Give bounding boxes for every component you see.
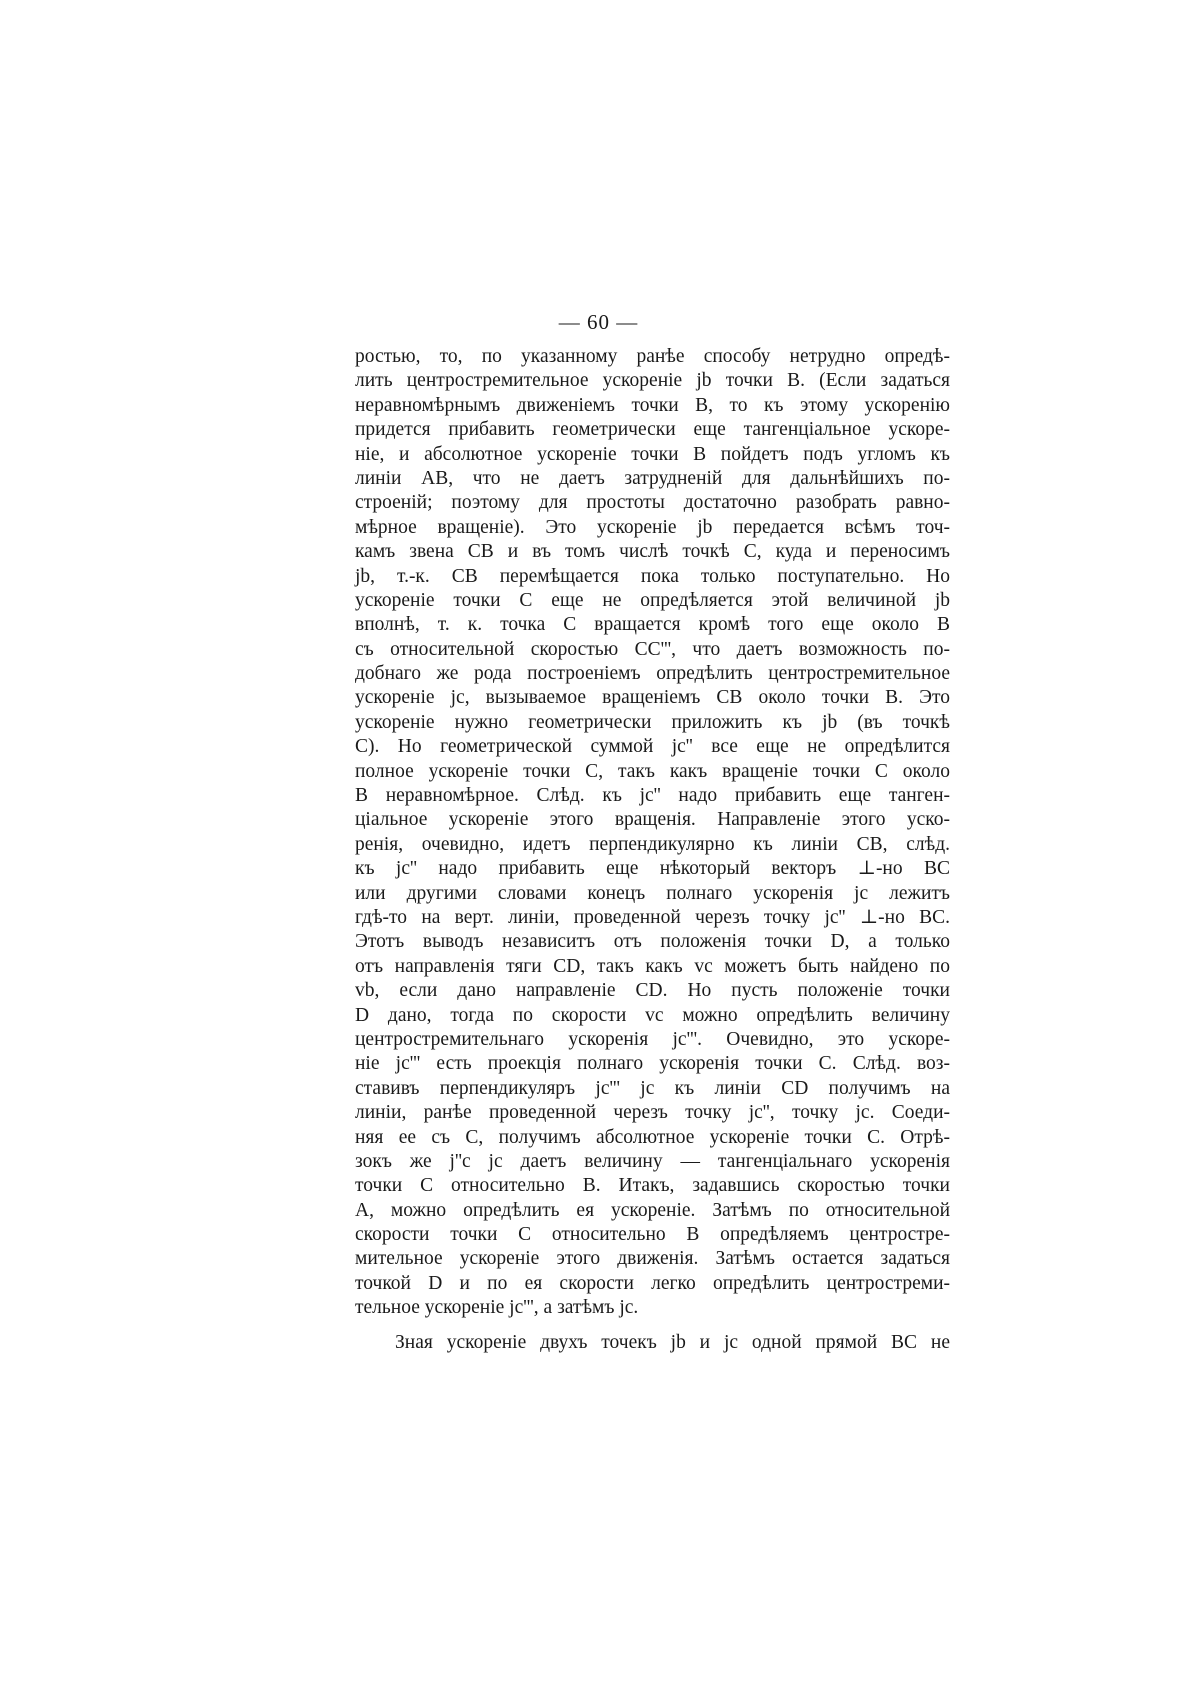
text-line: мѣрное вращеніе). Это ускореніе jb передается всѣмъ точ- — [355, 516, 950, 538]
text-line: ніе jc''' есть проекція полнаго ускоренія точки C. Слѣд. воз- — [355, 1053, 950, 1075]
text-line: линіи, ранѣе проведенной черезъ точку jc'', точку jc. Соеди- — [355, 1102, 950, 1124]
text-line: камъ звена CB и въ томъ числѣ точкѣ C, куда и переносимъ — [355, 541, 950, 563]
paragraph-1 — [355, 345, 950, 1321]
paragraph-2 — [355, 1331, 950, 1355]
text-line: добнаго же рода построеніемъ опредѣлить центростремительное — [355, 663, 950, 685]
text-line: ставивъ перпендикуляръ jc''' jc къ линіи CD получимъ на — [355, 1077, 950, 1099]
text-line: мительное ускореніе этого движенія. Затѣмъ остается задаться — [355, 1248, 950, 1270]
text-line: придется прибавить геометрически еще тангенціальное ускоре- — [355, 419, 950, 441]
text-line: D дано, тогда по скорости vc можно опредѣлить величину — [355, 1004, 950, 1026]
text-line: лить центростремительное ускореніе jb точки B. (Если задаться — [355, 370, 950, 392]
text-line: отъ направленія тяги CD, такъ какъ vc можетъ быть найдено по — [355, 955, 950, 977]
text-line: гдѣ-то на верт. линіи, проведенной черезъ точку jc'' ⊥-но BC. — [355, 906, 950, 928]
text-line: полное ускореніе точки C, такъ какъ вращеніе точки C около — [355, 760, 950, 782]
text-line: ніе, и абсолютное ускореніе точки B пойдетъ подъ угломъ къ — [355, 443, 950, 465]
body-text — [355, 345, 950, 1355]
text-line: ціальное ускореніе этого вращенія. Направленіе этого уско- — [355, 809, 950, 831]
text-line: тельное ускореніе jc''', а затѣмъ jc. — [355, 1297, 639, 1319]
text-line: ускореніе jc, вызываемое вращеніемъ CB около точки B. Это — [355, 687, 950, 709]
text-line: Зная ускореніе двухъ точекъ jb и jc одной прямой BC не — [395, 1331, 950, 1353]
paragraph-gap — [355, 1321, 950, 1331]
text-line: зокъ же j''c jc даетъ величину — тангенціальнаго ускоренія — [355, 1150, 950, 1172]
text-line: B неравномѣрное. Слѣд. къ jc'' надо прибавить еще танген- — [355, 785, 950, 807]
text-line: неравномѣрнымъ движеніемъ точки B, то къ этому ускоренію — [355, 394, 950, 416]
text-line: строеній; поэтому для простоты достаточно разобрать равно- — [355, 492, 950, 514]
text-line: ростью, то, по указанному ранѣе способу нетрудно опредѣ- — [355, 346, 950, 367]
text-line: линіи AB, что не даетъ затрудненій для дальнѣйшихъ по- — [355, 467, 950, 489]
text-line: скорости точки C относительно B опредѣляемъ центростре- — [355, 1224, 950, 1246]
text-line: ренія, очевидно, идетъ перпендикулярно къ линіи CB, слѣд. — [355, 833, 950, 855]
text-line: вполнѣ, т. к. точка C вращается кромѣ того еще около B — [355, 614, 950, 636]
text-line: ускореніе нужно геометрически приложить къ jb (въ точкѣ — [355, 711, 950, 733]
text-line: няя ее съ C, получимъ абсолютное ускореніе точки C. Отрѣ- — [355, 1126, 950, 1148]
text-line: C). Но геометрической суммой jc'' все еще не опредѣлится — [355, 736, 950, 758]
text-line: къ jc'' надо прибавить еще нѣкоторый векторъ ⊥-но BC — [355, 858, 950, 880]
text-line: jb, т.-к. CB перемѣщается пока только поступательно. Но — [355, 565, 950, 587]
text-line: Этотъ выводъ независитъ отъ положенія точки D, а только — [355, 931, 950, 953]
text-line: vb, если дано направленіе CD. Но пусть положеніе точки — [355, 980, 950, 1002]
page-number: — 60 — — [558, 310, 639, 334]
text-line: ускореніе точки C еще не опредѣляется этой величиной jb — [355, 589, 950, 611]
text-line: съ относительной скоростью CC''', что даетъ возможность по- — [355, 638, 950, 660]
text-line: центростремительнаго ускоренія jc'''. Очевидно, это ускоре- — [355, 1028, 950, 1050]
text-line: A, можно опредѣлить ея ускореніе. Затѣмъ по относительной — [355, 1199, 950, 1221]
text-line: или другими словами конецъ полнаго ускоренія jc лежитъ — [355, 882, 950, 904]
text-line: точки C относительно B. Итакъ, задавшись скоростью точки — [355, 1175, 950, 1197]
text-line: точкой D и по ея скорости легко опредѣлить центростреми- — [355, 1272, 950, 1294]
